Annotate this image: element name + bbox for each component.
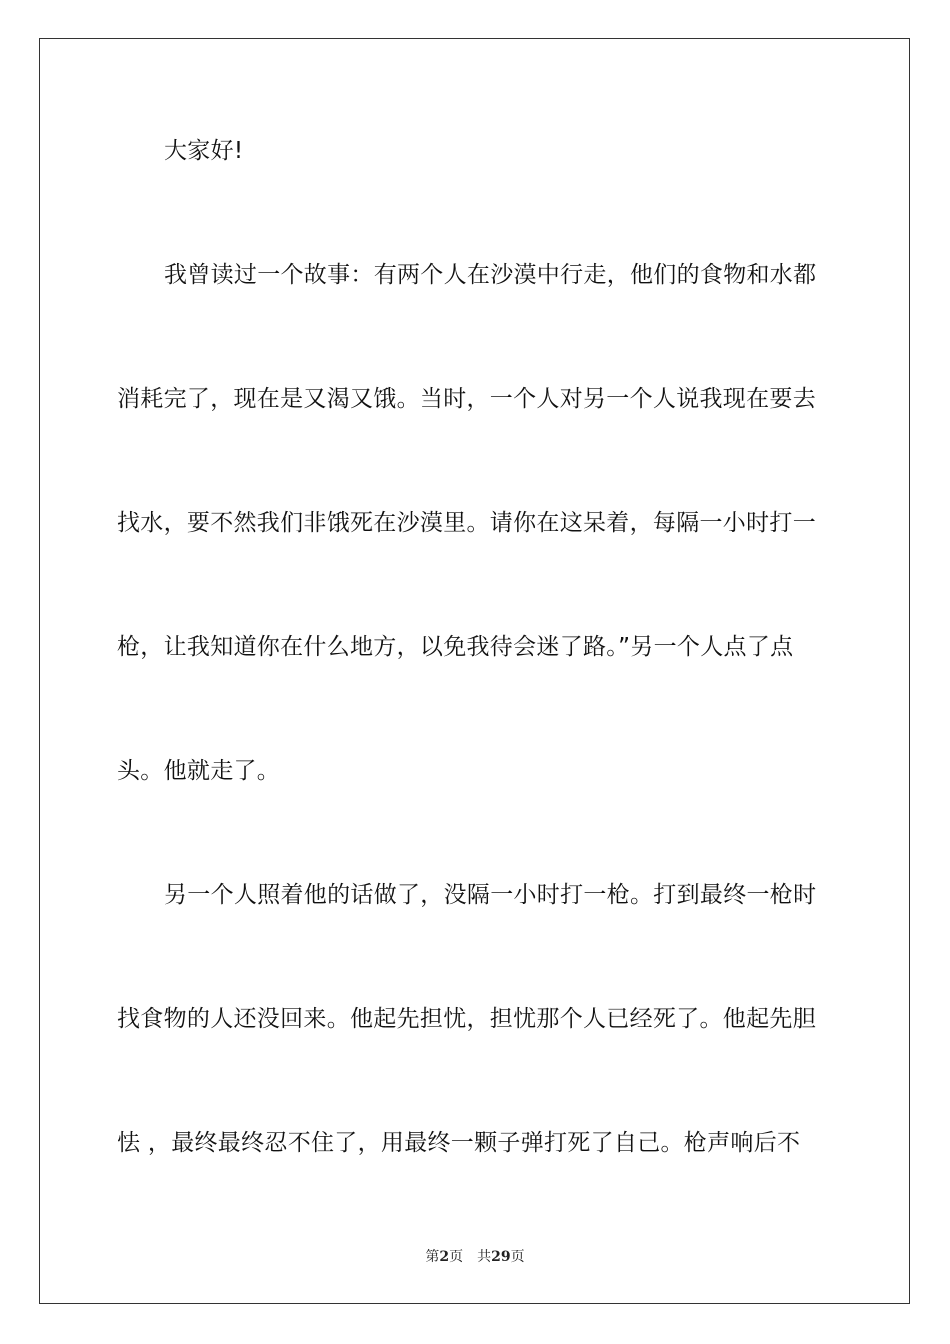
paragraph-line: 找水，要不然我们非饿死在沙漠里。请你在这呆着，每隔一小时打一 (117, 510, 816, 536)
line-spacer (117, 554, 833, 616)
document-body (117, 120, 833, 1174)
paragraph-line: 消耗完了，现在是又渴又饿。当时，一个人对另一个人说我现在要去 (117, 386, 816, 412)
current-page-number: 2 (439, 1249, 450, 1265)
paragraph-spacer (117, 182, 833, 244)
paragraph-1 (117, 244, 833, 802)
greeting-line: 大家好! (164, 138, 244, 164)
page-prefix: 第 (425, 1249, 440, 1265)
paragraph-line: 头。他就走了。 (117, 758, 281, 784)
paragraph-line: 我曾读过一个故事：有两个人在沙漠中行走，他们的食物和水都 (164, 262, 817, 288)
paragraph-2 (117, 864, 833, 1174)
line-spacer (117, 926, 833, 988)
paragraph-line: 枪，让我知道你在什么地方，以免我待会迷了路。”另一个人点了点 (117, 634, 794, 660)
paragraph-spacer (117, 802, 833, 864)
line-spacer (117, 430, 833, 492)
paragraph-line: 另一个人照着他的话做了，没隔一小时打一枪。打到最终一枪时 (164, 882, 817, 908)
total-prefix: 共 (477, 1249, 492, 1265)
page-footer (0, 1247, 950, 1267)
total-pages-number: 29 (491, 1249, 511, 1265)
line-spacer (117, 306, 833, 368)
paragraph-line: 怯 ，最终最终忍不住了，用最终一颗子弹打死了自己。枪声响后不 (117, 1130, 801, 1156)
paragraph-line: 找食物的人还没回来。他起先担忧，担忧那个人已经死了。他起先胆 (117, 1006, 816, 1032)
page-suffix: 页 (449, 1249, 464, 1265)
total-suffix: 页 (510, 1249, 525, 1265)
line-spacer (117, 678, 833, 740)
line-spacer (117, 1050, 833, 1112)
